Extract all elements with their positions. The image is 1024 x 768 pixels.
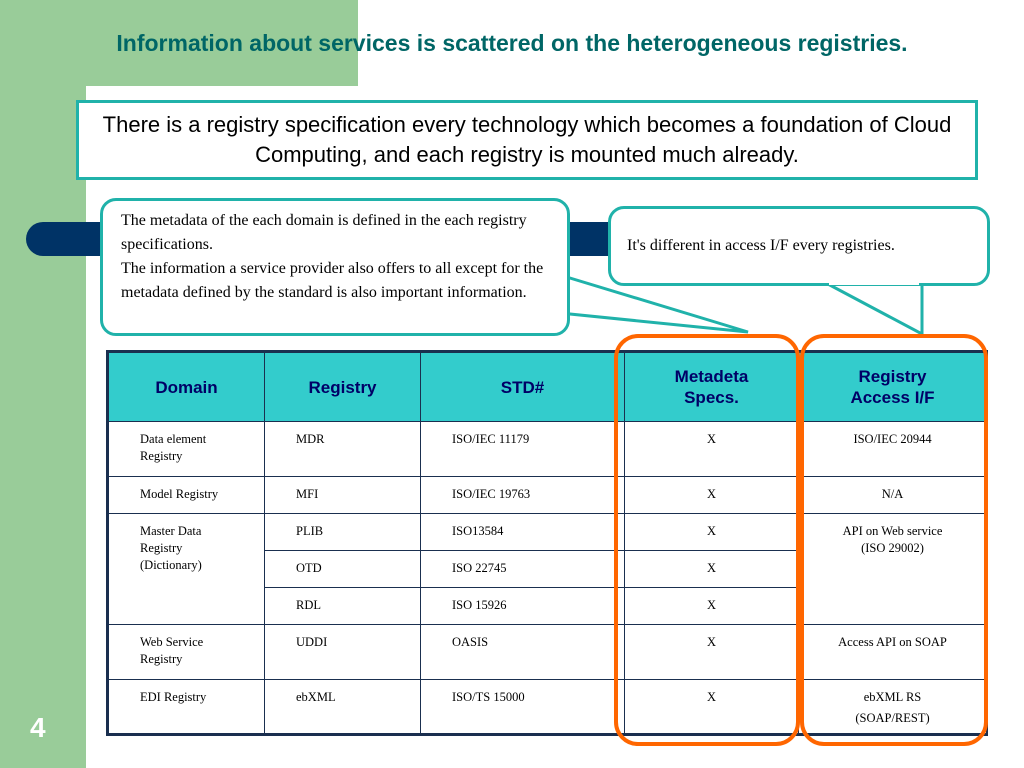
metadata-callout-line2: The information a service provider also offers to all except for the metadata defined by the standard is also important information. <box>121 260 544 301</box>
domain-cell: Model Registry <box>109 477 265 514</box>
metadata-cell: X <box>625 477 799 514</box>
registry-cell: RDL <box>265 588 421 625</box>
main-statement-text: There is a registry specification every technology which becomes a foundation of Cloud Computing, and each registry is mounted much already. <box>102 112 952 167</box>
right-callout-pointer <box>826 283 922 334</box>
metadata-cell: X <box>625 588 799 625</box>
metadata-cell: X <box>625 422 799 477</box>
metadata-cell: X <box>625 551 799 588</box>
green-sidebar-background <box>0 0 86 768</box>
table-row <box>109 477 987 514</box>
main-statement-box <box>76 100 978 180</box>
slide-title: Information about services is scattered on the heterogeneous registries. <box>116 30 908 56</box>
header-metadata-specs: Metadeta Specs. <box>625 353 799 422</box>
registry-cell: OTD <box>265 551 421 588</box>
access-callout-text: It's different in access I/F every registries. <box>627 237 895 254</box>
domain-cell: Web Service Registry <box>109 625 265 680</box>
access-cell: ebXML RS (SOAP/REST) <box>799 680 987 734</box>
registry-cell: PLIB <box>265 514 421 551</box>
access-cell: API on Web service (ISO 29002) <box>799 514 987 625</box>
header-std: STD# <box>421 353 625 422</box>
registry-cell: UDDI <box>265 625 421 680</box>
std-cell: ISO 15926 <box>421 588 625 625</box>
header-domain: Domain <box>109 353 265 422</box>
domain-cell: EDI Registry <box>109 680 265 734</box>
access-cell: Access API on SOAP <box>799 625 987 680</box>
metadata-cell: X <box>625 625 799 680</box>
access-cell: ISO/IEC 20944 <box>799 422 987 477</box>
metadata-callout-line1: The metadata of the each domain is defined in the each registry specifications. <box>121 212 527 253</box>
domain-cell: Data element Registry <box>109 422 265 477</box>
table-row <box>109 625 987 680</box>
registry-cell: MFI <box>265 477 421 514</box>
std-cell: ISO 22745 <box>421 551 625 588</box>
table-row <box>109 680 987 734</box>
metadata-cell: X <box>625 514 799 551</box>
page-number: 4 <box>30 712 46 743</box>
registry-table <box>108 352 987 734</box>
table-header-row <box>109 353 987 422</box>
header-registry: Registry <box>265 353 421 422</box>
access-callout <box>608 206 990 286</box>
std-cell: ISO/TS 15000 <box>421 680 625 734</box>
domain-cell: Master Data Registry (Dictionary) <box>109 514 265 625</box>
metadata-cell: X <box>625 680 799 734</box>
header-registry-access: Registry Access I/F <box>799 353 987 422</box>
access-cell: N/A <box>799 477 987 514</box>
registry-cell: ebXML <box>265 680 421 734</box>
metadata-callout <box>100 198 570 336</box>
table-row <box>109 514 987 551</box>
std-cell: ISO/IEC 11179 <box>421 422 625 477</box>
std-cell: OASIS <box>421 625 625 680</box>
registry-cell: MDR <box>265 422 421 477</box>
std-cell: ISO13584 <box>421 514 625 551</box>
std-cell: ISO/IEC 19763 <box>421 477 625 514</box>
registry-table-container <box>106 350 988 736</box>
table-row <box>109 422 987 477</box>
